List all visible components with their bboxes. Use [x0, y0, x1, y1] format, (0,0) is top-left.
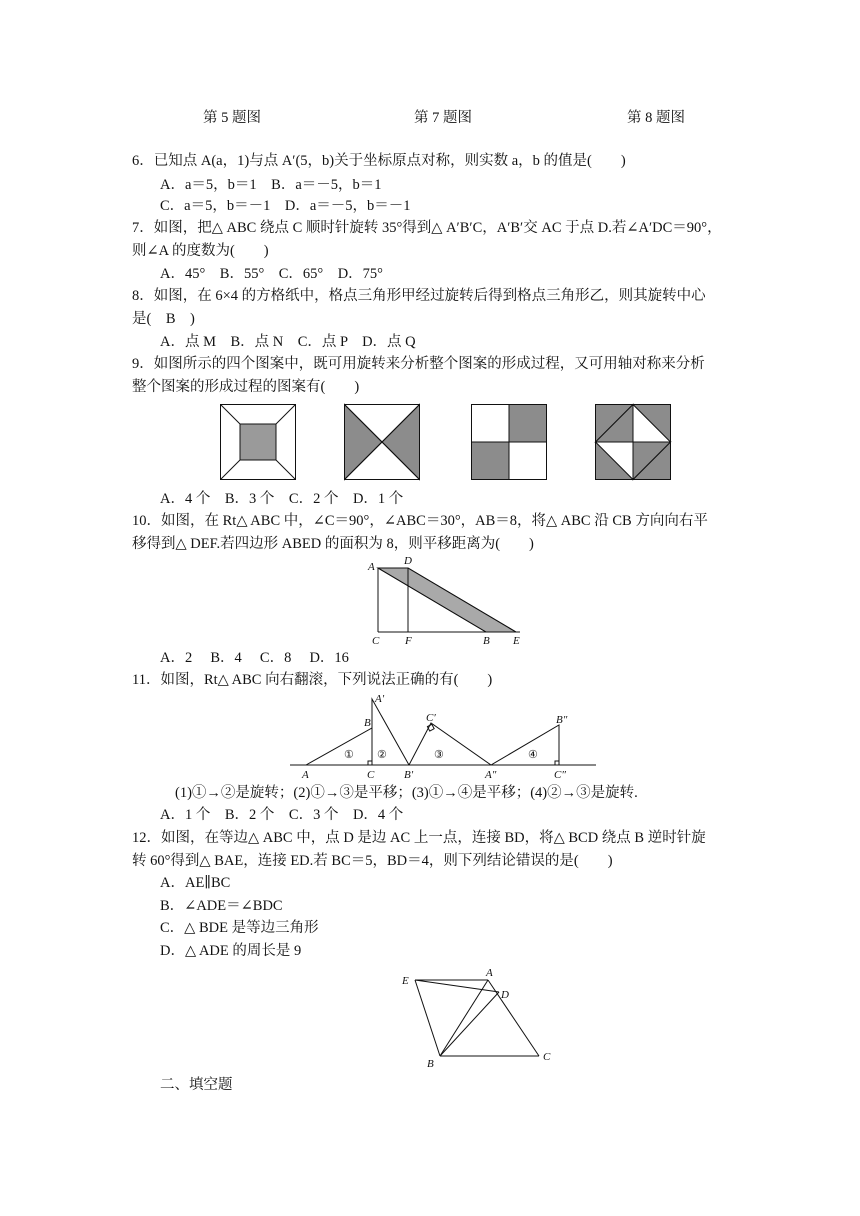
q8-options: A．点 M B．点 N C．点 P D．点 Q [160, 334, 416, 350]
q11-stem: 11．如图，Rt△ ABC 向右翻滚，下列说法正确的有( ) [132, 672, 493, 688]
caption-fig5: 第 5 题图 [203, 110, 261, 126]
q10-label-d: D [404, 555, 412, 567]
q12-label-e: E [402, 975, 409, 987]
q11-label-c2: C″ [554, 769, 566, 781]
q10-label-e: E [513, 635, 520, 647]
q12-stem-line2: 转 60°得到△ BAE，连接 ED.若 BC＝5，BD＝4，则下列结论错误的是( ) [132, 853, 613, 869]
caption-fig7: 第 7 题图 [414, 110, 472, 126]
q10-figure [360, 552, 540, 648]
q9-stem-line1: 9．如图所示的四个图案中，既可用旋转来分析整个图案的形成过程，又可用轴对称来分析 [132, 356, 705, 372]
q12-option-d: D．△ ADE 的周长是 9 [160, 943, 302, 959]
q9-pattern-2 [344, 404, 420, 480]
q10-stem-line2: 移得到△ DEF.若四边形 ABED 的面积为 8，则平移距离为( ) [132, 536, 534, 552]
section-heading: 二、填空题 [160, 1077, 233, 1093]
caption-fig8: 第 8 题图 [627, 110, 685, 126]
q11-region-1: ① [344, 749, 354, 761]
q12-figure [396, 964, 566, 1072]
q11-label-a2: A″ [485, 769, 497, 781]
q11-statements: (1)①→②是旋转；(2)①→③是平移；(3)①→④是平移；(4)②→③是旋转. [175, 785, 638, 801]
q11-options: A．1 个 B．2 个 C．3 个 D．4 个 [160, 807, 404, 823]
q11-region-3: ③ [434, 749, 444, 761]
q11-figure [290, 690, 600, 782]
q9-options: A．4 个 B．3 个 C．2 个 D．1 个 [160, 491, 404, 507]
q11-label-a1: A′ [375, 693, 385, 705]
q9-pattern-4 [595, 404, 671, 480]
q6-stem: 6．已知点 A(a，1)与点 A′(5，b)关于坐标原点对称，则实数 a，b 的值是( ) [132, 153, 626, 169]
q10-label-c: C [372, 635, 380, 647]
q12-option-b: B．∠ADE＝∠BDC [160, 898, 283, 914]
q12-option-c: C．△ BDE 是等边三角形 [160, 920, 319, 936]
q11-label-b: B [364, 717, 371, 729]
q12-option-a: A．AE∥BC [160, 875, 231, 891]
q8-stem-line1: 8．如图，在 6×4 的方格纸中，格点三角形甲经过旋转后得到格点三角形乙，则其旋转中心 [132, 288, 706, 304]
q9-stem-line2: 整个图案的形成过程的图案有( ) [132, 379, 360, 395]
q10-label-f: F [405, 635, 412, 647]
q11-region-2: ② [377, 749, 387, 761]
q11-region-4: ④ [528, 749, 538, 761]
q10-stem-line1: 10．如图，在 Rt△ ABC 中，∠C＝90°，∠ABC＝30°，AB＝8，将△ ABC 沿 CB 方向向右平 [132, 513, 708, 529]
q12-label-d: D [501, 989, 509, 1001]
q12-label-b: B [427, 1058, 434, 1070]
q12-stem-line1: 12．如图，在等边△ ABC 中，点 D 是边 AC 上一点，连接 BD，将△ BCD 绕点 B 逆时针旋 [132, 830, 706, 846]
q7-stem-line2: 则∠A 的度数为( ) [132, 243, 269, 259]
q7-options: A．45° B．55° C．65° D．75° [160, 266, 383, 282]
q11-label-c1: C′ [426, 712, 436, 724]
q9-pattern-1 [220, 404, 296, 480]
q11-label-c: C [367, 769, 375, 781]
q11-label-a: A [302, 769, 309, 781]
q11-label-b1: B′ [404, 769, 414, 781]
q10-label-b: B [483, 635, 490, 647]
q7-stem-line1: 7．如图，把△ ABC 绕点 C 顺时针旋转 35°得到△ A′B′C，A′B′交 AC 于点 D.若∠A′DC＝90°， [132, 220, 722, 236]
q10-options: A．2 B．4 C．8 D．16 [160, 650, 349, 666]
q6-options-1: A．a＝5，b＝1 B．a＝－5，b＝1 [160, 177, 382, 193]
q12-label-a: A [486, 967, 493, 979]
q12-label-c: C [543, 1051, 551, 1063]
q8-stem-line2: 是( B ) [132, 311, 195, 327]
q9-pattern-3 [471, 404, 547, 480]
q11-label-b2: B″ [556, 714, 568, 726]
q6-options-2: C．a＝5，b＝－1 D．a＝－5，b＝－1 [160, 198, 411, 214]
q10-label-a: A [368, 561, 375, 573]
